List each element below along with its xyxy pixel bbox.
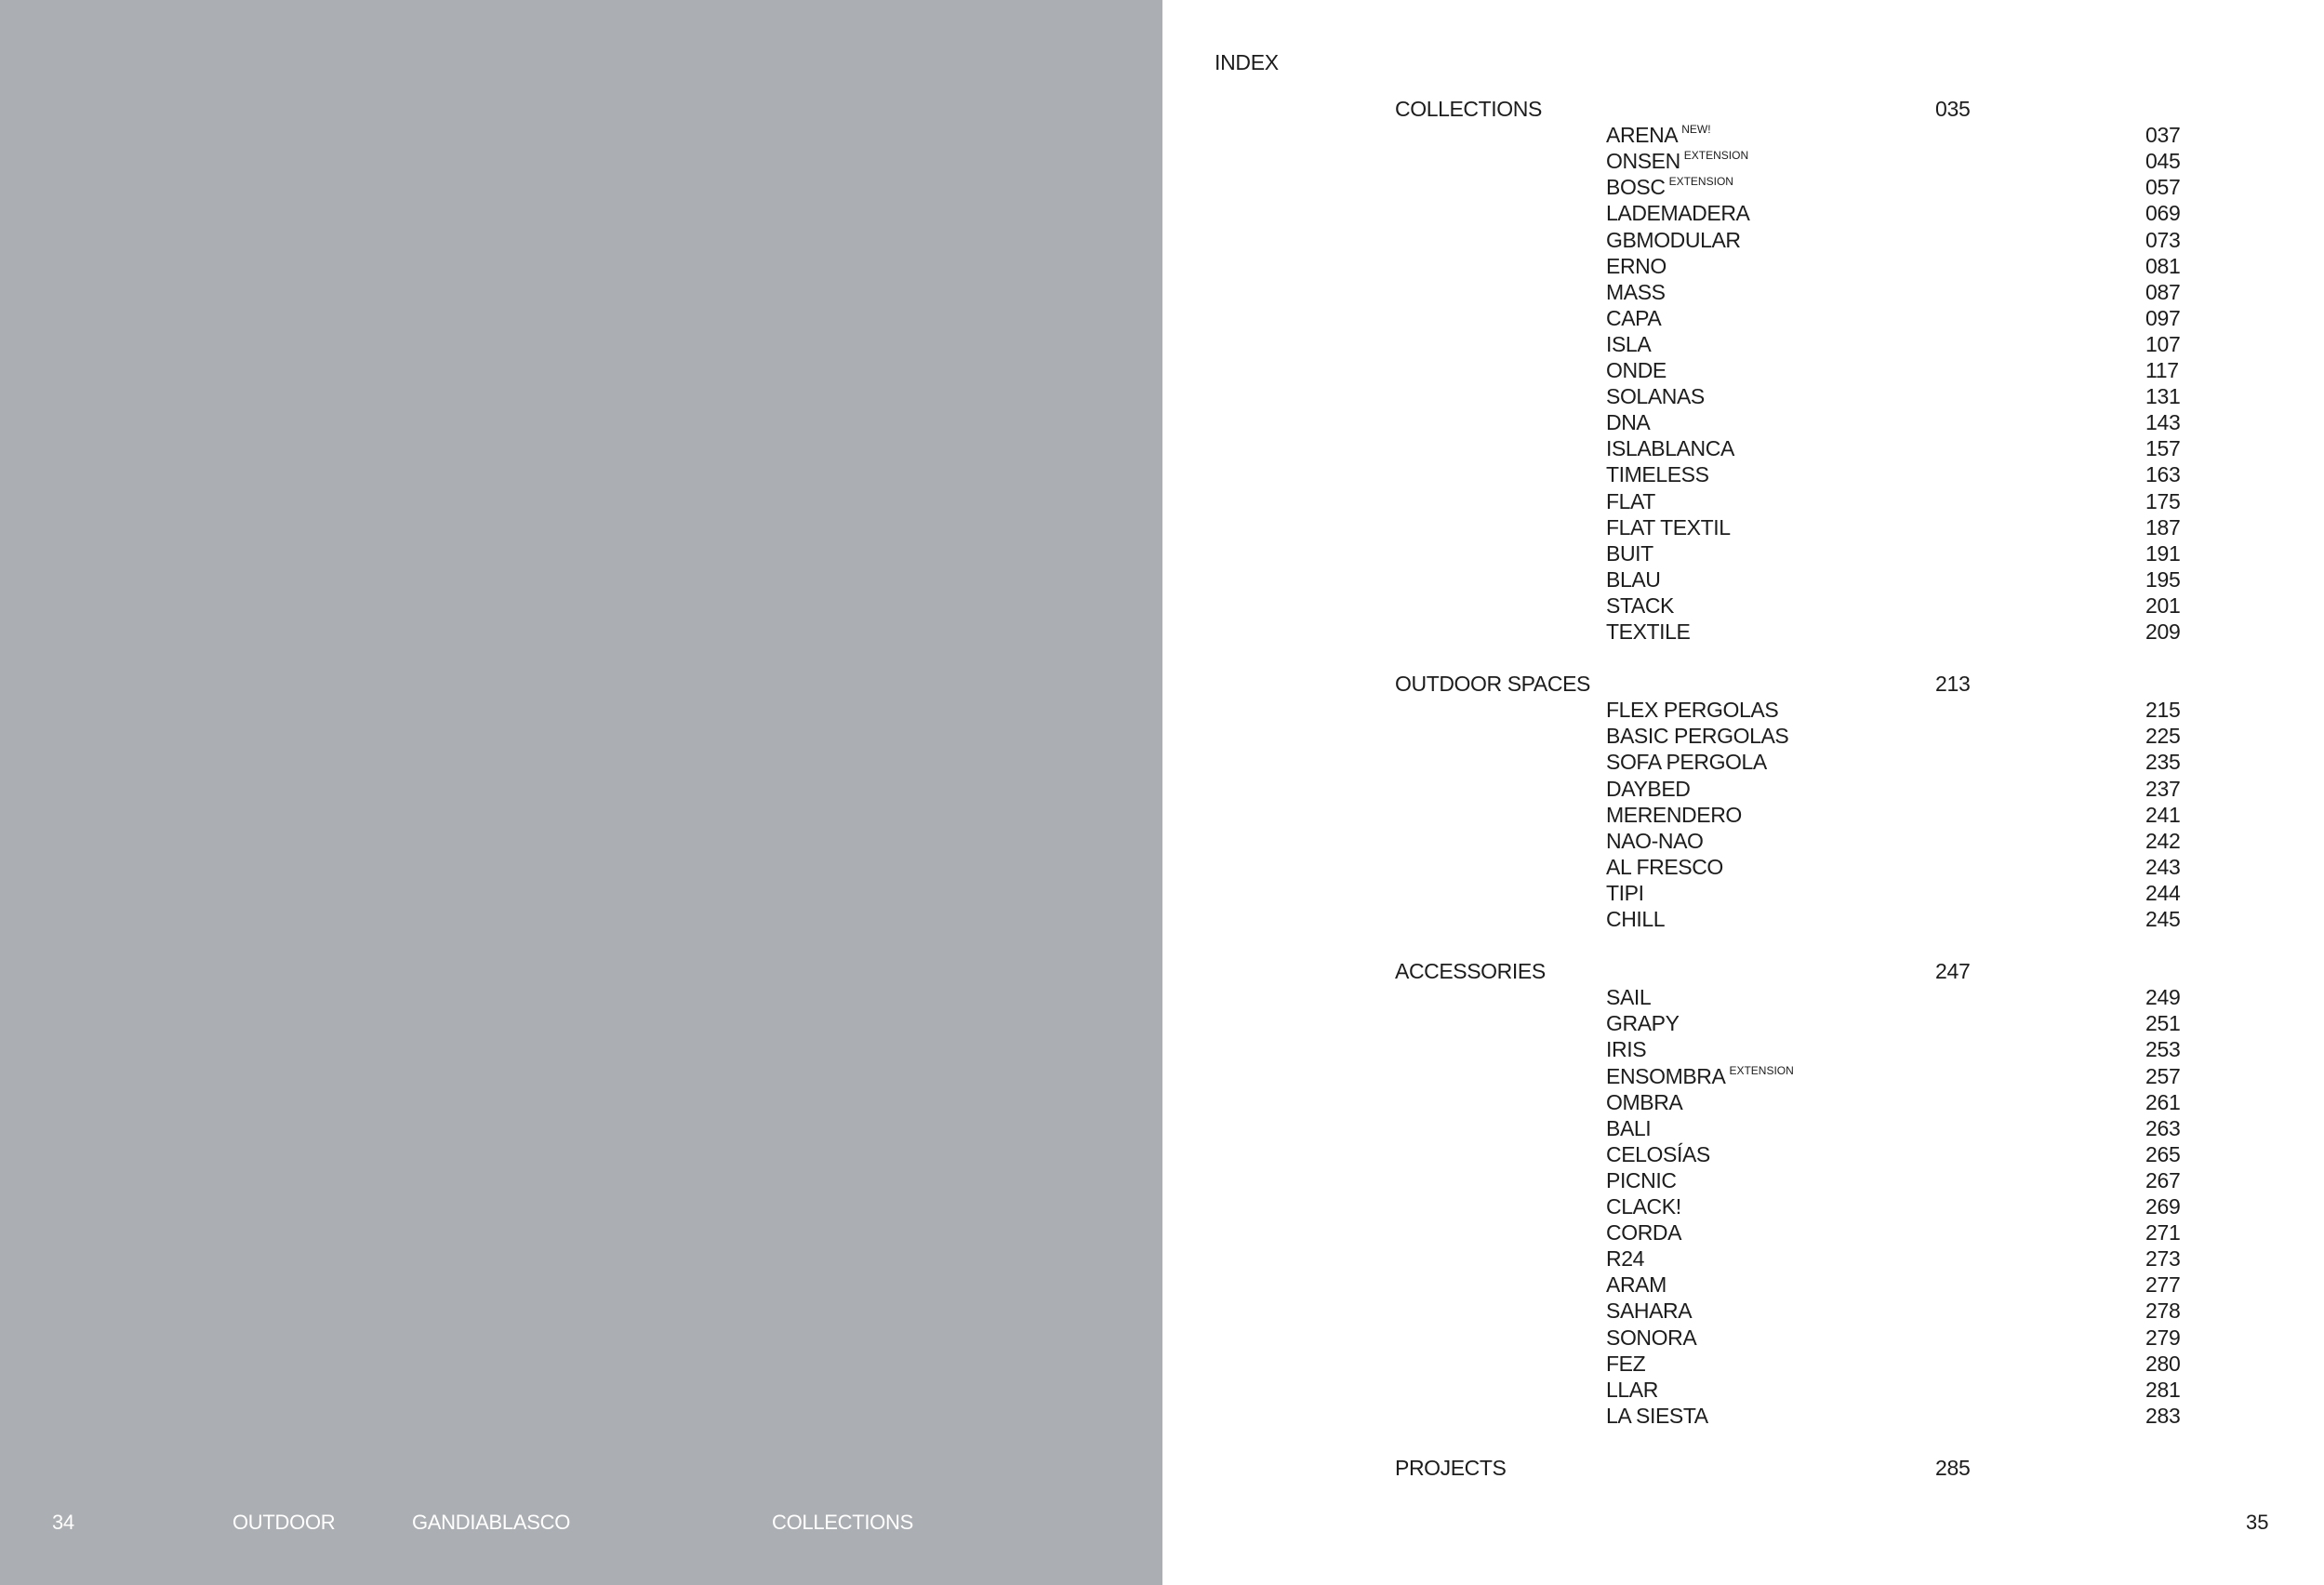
index-entry-name bbox=[1606, 332, 1651, 357]
index-entry-page: 163 bbox=[2145, 462, 2181, 487]
index-entry-name bbox=[1606, 985, 1651, 1010]
index-entry-page: 191 bbox=[2145, 540, 2181, 566]
footer-chapter-label: COLLECTIONS bbox=[772, 1511, 913, 1534]
index-entry-page: 277 bbox=[2145, 1272, 2181, 1298]
index-entry-label: TIPI bbox=[1606, 880, 1644, 905]
index-entry-label: FLAT TEXTIL bbox=[1606, 514, 1731, 539]
index-entry bbox=[1606, 1011, 2183, 1037]
index-title: INDEX bbox=[1215, 50, 1279, 74]
index-entry-label: CORDA bbox=[1606, 1220, 1682, 1245]
index-entry bbox=[1606, 1090, 2183, 1116]
index-entry-page: 045 bbox=[2145, 149, 2181, 174]
index-entry-tag: EXTENSION bbox=[1683, 149, 1749, 163]
index-entry bbox=[1606, 881, 2183, 907]
index-entry-name bbox=[1606, 1090, 1682, 1115]
index-entry-label: IRIS bbox=[1606, 1037, 1647, 1062]
index-entry bbox=[1606, 332, 2183, 358]
index-entry-page: 073 bbox=[2145, 227, 2181, 252]
index-entry-name bbox=[1606, 1142, 1710, 1167]
index-entry-name bbox=[1606, 228, 1741, 253]
index-entry-page: 263 bbox=[2145, 1115, 2181, 1140]
index-entry-label: ENSOMBRA bbox=[1606, 1063, 1726, 1088]
left-page-number: 34 bbox=[52, 1511, 74, 1534]
index-entry-name bbox=[1606, 123, 1711, 148]
index-entry bbox=[1606, 1116, 2183, 1142]
index-entry-tag: EXTENSION bbox=[1729, 1063, 1794, 1077]
index-entry-name bbox=[1606, 1194, 1681, 1219]
index-entry-page: 273 bbox=[2145, 1246, 2181, 1272]
index-section-page: 285 bbox=[1935, 1455, 1971, 1480]
index-entry-name bbox=[1606, 724, 1788, 749]
index-entry-page: 278 bbox=[2145, 1299, 2181, 1324]
index-entry-name bbox=[1606, 881, 1644, 906]
index-entry bbox=[1606, 593, 2183, 619]
index-entry bbox=[1606, 1142, 2183, 1168]
index-entry bbox=[1606, 515, 2183, 541]
index-entry-label: CELOSÍAS bbox=[1606, 1141, 1710, 1166]
index-section-label: ACCESSORIES bbox=[1395, 959, 1546, 984]
index-entry-label: CHILL bbox=[1606, 907, 1666, 931]
index-entry-page: 069 bbox=[2145, 201, 2181, 226]
index-entry bbox=[1606, 698, 2183, 724]
index-entry-tag: NEW! bbox=[1681, 123, 1711, 137]
index-entry-label: BASIC PERGOLAS bbox=[1606, 724, 1789, 749]
index-entry bbox=[1606, 358, 2183, 384]
index-entry-page: 241 bbox=[2145, 802, 2181, 827]
index-entry-page: 225 bbox=[2145, 724, 2181, 749]
index-entry-label: FLEX PERGOLAS bbox=[1606, 698, 1779, 723]
index-entry-page: 283 bbox=[2145, 1403, 2181, 1428]
index-entry bbox=[1606, 1064, 2183, 1090]
index-entry bbox=[1606, 777, 2183, 803]
index-entry-name bbox=[1606, 462, 1709, 487]
index-entry-label: LA SIESTA bbox=[1606, 1403, 1708, 1428]
index-entry bbox=[1606, 149, 2183, 175]
index-entry-page: 195 bbox=[2145, 566, 2181, 592]
index-entry-name bbox=[1606, 1064, 1794, 1089]
index-entry-label: BALI bbox=[1606, 1115, 1652, 1140]
index-entry-name bbox=[1606, 541, 1653, 566]
index-entry-name bbox=[1606, 1325, 1696, 1351]
index-entry-page: 057 bbox=[2145, 175, 2181, 200]
index-entry-page: 157 bbox=[2145, 436, 2181, 461]
index-entry-name bbox=[1606, 1272, 1667, 1298]
index-entry-label: SOLANAS bbox=[1606, 384, 1705, 409]
index-entry-name bbox=[1606, 306, 1661, 331]
index-entry-label: PICNIC bbox=[1606, 1167, 1677, 1192]
index-entry bbox=[1606, 410, 2183, 436]
index-entry-page: 117 bbox=[2145, 358, 2179, 382]
index-section-label: OUTDOOR SPACES bbox=[1395, 672, 1590, 697]
index-entry-label: LLAR bbox=[1606, 1377, 1658, 1402]
index-entry-label: STACK bbox=[1606, 593, 1674, 618]
index-entry-name bbox=[1606, 1378, 1658, 1403]
index-entry-page: 107 bbox=[2145, 331, 2181, 356]
index-entry bbox=[1606, 123, 2183, 149]
index-entry-label: NAO-NAO bbox=[1606, 828, 1704, 853]
index-entry bbox=[1606, 384, 2183, 410]
index-entry-page: 279 bbox=[2145, 1325, 2181, 1350]
index-entry bbox=[1606, 1378, 2183, 1404]
index-entry bbox=[1606, 750, 2183, 776]
index-entry-label: LADEMADERA bbox=[1606, 201, 1750, 226]
index-entry-name bbox=[1606, 619, 1691, 645]
index-entry-page: 209 bbox=[2145, 619, 2181, 644]
index-entry bbox=[1606, 489, 2183, 515]
index-entry-page: 097 bbox=[2145, 305, 2181, 330]
index-entry-name bbox=[1606, 254, 1667, 279]
index-entry-name bbox=[1606, 907, 1665, 932]
index-entry-name bbox=[1606, 829, 1704, 854]
index-entry-label: CLACK! bbox=[1606, 1194, 1681, 1219]
index-entry-label: ARENA bbox=[1606, 123, 1679, 148]
index-entry-name bbox=[1606, 1220, 1681, 1245]
index-entry-name bbox=[1606, 280, 1666, 305]
index-entry bbox=[1606, 280, 2183, 306]
index-entry bbox=[1606, 1272, 2183, 1299]
index-section-label: COLLECTIONS bbox=[1395, 97, 1542, 121]
index-entry-name bbox=[1606, 777, 1690, 802]
index-entry-page: 257 bbox=[2145, 1063, 2181, 1088]
index-entry-label: TIMELESS bbox=[1606, 462, 1709, 487]
index-entry-name bbox=[1606, 489, 1655, 514]
index-entry-name bbox=[1606, 593, 1674, 619]
index-entry-label: R24 bbox=[1606, 1246, 1644, 1272]
index-entry bbox=[1606, 567, 2183, 593]
footer-section-label: OUTDOOR bbox=[232, 1511, 336, 1534]
index-entry-page: 201 bbox=[2145, 593, 2181, 618]
index-entry bbox=[1606, 803, 2183, 829]
index-entry-label: CAPA bbox=[1606, 305, 1662, 330]
index-entry-page: 143 bbox=[2145, 410, 2181, 435]
index-entry-name bbox=[1606, 1246, 1644, 1272]
index-entry bbox=[1606, 462, 2183, 488]
index-entry-label: SONORA bbox=[1606, 1325, 1697, 1350]
index-entry-name bbox=[1606, 567, 1660, 593]
index-entry bbox=[1606, 175, 2183, 201]
index-entry-page: 243 bbox=[2145, 854, 2181, 879]
index-entry-label: MASS bbox=[1606, 279, 1666, 304]
index-entry-name bbox=[1606, 1011, 1680, 1036]
index-entry-label: ONDE bbox=[1606, 358, 1667, 382]
index-entry-name bbox=[1606, 750, 1767, 775]
index-entry bbox=[1606, 1168, 2183, 1194]
index-entry-page: 249 bbox=[2145, 985, 2181, 1010]
index-entry bbox=[1606, 1194, 2183, 1220]
index-entry-page: 087 bbox=[2145, 279, 2181, 304]
index-entry bbox=[1606, 907, 2183, 933]
index-entry-label: SOFA PERGOLA bbox=[1606, 750, 1767, 775]
index-entry-label: BOSC bbox=[1606, 175, 1666, 200]
right-page-number: 35 bbox=[2246, 1511, 2269, 1534]
index-entry-name bbox=[1606, 515, 1731, 540]
index-entry-label: ERNO bbox=[1606, 253, 1667, 278]
index-entry-label: FLAT bbox=[1606, 488, 1655, 513]
index-entry bbox=[1606, 1037, 2183, 1063]
index-entry-label: GBMODULAR bbox=[1606, 227, 1741, 252]
index-entry-page: 251 bbox=[2145, 1011, 2181, 1036]
index-entry-label: TEXTILE bbox=[1606, 619, 1691, 644]
index-entry-name bbox=[1606, 1299, 1692, 1324]
index-entry-name bbox=[1606, 201, 1750, 226]
index-entry-page: 265 bbox=[2145, 1141, 2181, 1166]
index-entry-label: DAYBED bbox=[1606, 776, 1691, 801]
index-entry-label: FEZ bbox=[1606, 1351, 1646, 1376]
index-entry bbox=[1606, 829, 2183, 855]
index-entry-label: MERENDERO bbox=[1606, 802, 1742, 827]
index-entry-page: 245 bbox=[2145, 907, 2181, 931]
index-entry bbox=[1606, 254, 2183, 280]
index-section-page: 213 bbox=[1935, 672, 1971, 697]
index-entry-page: 244 bbox=[2145, 880, 2181, 905]
index-entry bbox=[1606, 1404, 2183, 1430]
index-entry bbox=[1606, 1220, 2183, 1246]
index-entry-name bbox=[1606, 698, 1778, 723]
index-section-page: 247 bbox=[1935, 959, 1971, 984]
index-entry-label: DNA bbox=[1606, 410, 1651, 435]
index-entry-page: 253 bbox=[2145, 1037, 2181, 1062]
index-entry-name bbox=[1606, 803, 1742, 828]
index-entry bbox=[1606, 855, 2183, 881]
index-entry-label: ONSEN bbox=[1606, 149, 1680, 174]
index-entry-page: 261 bbox=[2145, 1089, 2181, 1114]
index-entry-page: 081 bbox=[2145, 253, 2181, 278]
index-entry-label: GRAPY bbox=[1606, 1011, 1680, 1036]
index-entry-tag: EXTENSION bbox=[1668, 175, 1733, 189]
index-entry-label: ARAM bbox=[1606, 1272, 1667, 1298]
index-entry-name bbox=[1606, 384, 1705, 409]
index-entry-name bbox=[1606, 1116, 1651, 1141]
footer-brand-label: GANDIABLASCO bbox=[412, 1511, 571, 1534]
index-entry bbox=[1606, 1352, 2183, 1378]
index-entry-label: SAIL bbox=[1606, 985, 1652, 1010]
index-entry-page: 037 bbox=[2145, 123, 2181, 148]
index-entry-page: 281 bbox=[2145, 1377, 2181, 1402]
index-entry-page: 237 bbox=[2145, 776, 2181, 801]
index-entry-name bbox=[1606, 1037, 1646, 1062]
index-entry bbox=[1606, 306, 2183, 332]
index-entry-name bbox=[1606, 175, 1733, 200]
index-entry bbox=[1606, 1299, 2183, 1325]
index-entry bbox=[1606, 541, 2183, 567]
index-entry-page: 242 bbox=[2145, 828, 2181, 853]
index-entry-page: 187 bbox=[2145, 514, 2181, 539]
index-entry-name bbox=[1606, 149, 1748, 174]
index-entry-page: 271 bbox=[2145, 1220, 2181, 1245]
index-entry-page: 267 bbox=[2145, 1167, 2181, 1192]
index-entry-label: ISLABLANCA bbox=[1606, 436, 1734, 461]
index-entry bbox=[1606, 201, 2183, 227]
index-entry-label: BLAU bbox=[1606, 566, 1661, 592]
index-entry-label: ISLA bbox=[1606, 331, 1652, 356]
index-entry-label: SAHARA bbox=[1606, 1299, 1693, 1324]
index-entry bbox=[1606, 985, 2183, 1011]
index-section-page: 035 bbox=[1935, 97, 1971, 121]
index-entry bbox=[1606, 1246, 2183, 1272]
index-entry-page: 131 bbox=[2145, 384, 2181, 409]
index-entry-name bbox=[1606, 1168, 1677, 1193]
index-entry-name bbox=[1606, 410, 1650, 435]
index-entry bbox=[1606, 724, 2183, 750]
index-entry-name bbox=[1606, 358, 1667, 383]
index-entry-name bbox=[1606, 1352, 1645, 1377]
index-entry-label: AL FRESCO bbox=[1606, 854, 1723, 879]
index-entry-label: BUIT bbox=[1606, 540, 1653, 566]
index-entry-page: 215 bbox=[2145, 698, 2181, 723]
index-entry bbox=[1606, 436, 2183, 462]
index-entry-page: 269 bbox=[2145, 1194, 2181, 1219]
index-entry-page: 280 bbox=[2145, 1351, 2181, 1376]
index-entry-label: OMBRA bbox=[1606, 1089, 1683, 1114]
index-entry-page: 235 bbox=[2145, 750, 2181, 775]
index-entry-name bbox=[1606, 436, 1734, 461]
index-section-label: PROJECTS bbox=[1395, 1455, 1507, 1480]
index-entry-page: 175 bbox=[2145, 488, 2181, 513]
index-entry bbox=[1606, 619, 2183, 646]
index-entry-name bbox=[1606, 855, 1723, 880]
index-entry bbox=[1606, 1325, 2183, 1352]
index-entry-name bbox=[1606, 1404, 1708, 1429]
index-entry bbox=[1606, 228, 2183, 254]
